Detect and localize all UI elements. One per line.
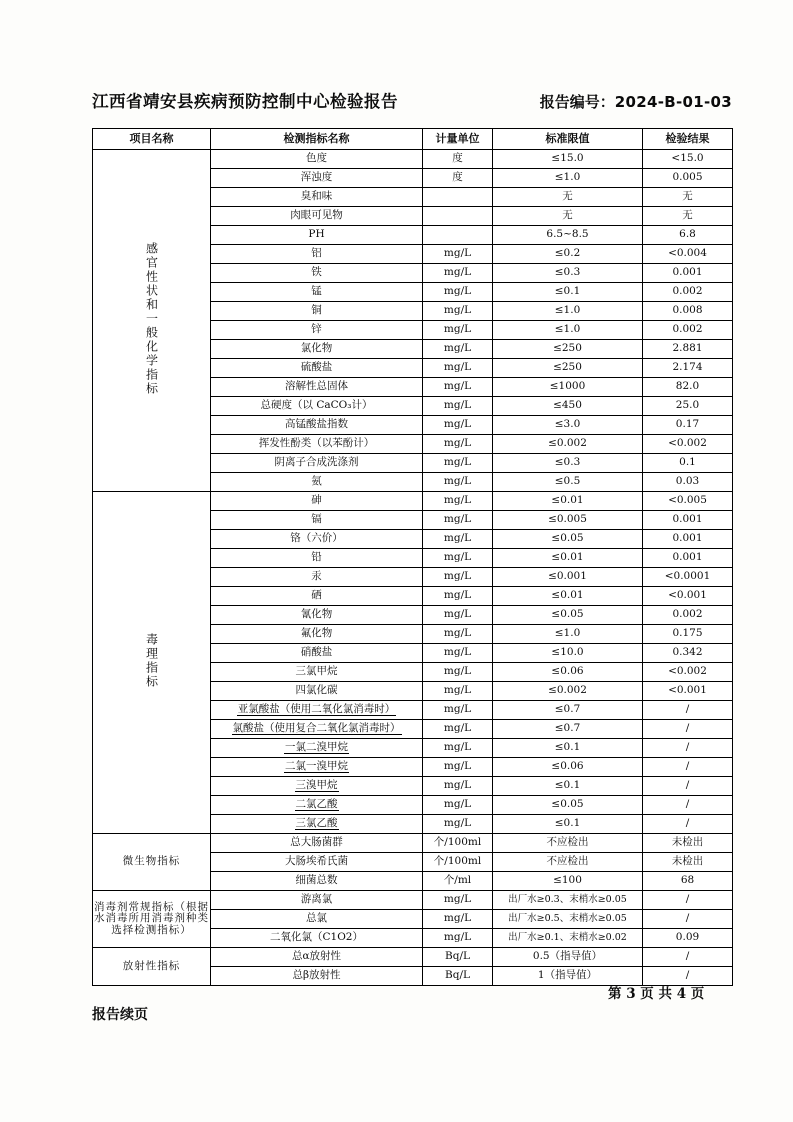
result-cell: 0.1	[643, 454, 733, 473]
unit-cell: mg/L	[423, 910, 493, 929]
col-project-name: 项目名称	[93, 129, 211, 150]
unit-cell	[423, 188, 493, 207]
unit-cell: mg/L	[423, 454, 493, 473]
result-cell: 0.001	[643, 549, 733, 568]
unit-cell: mg/L	[423, 777, 493, 796]
result-cell: /	[643, 967, 733, 986]
indicator-name-cell: 阴离子合成洗涤剂	[211, 454, 423, 473]
indicator-name-cell: 硫酸盐	[211, 359, 423, 378]
indicator-name-cell: PH	[211, 226, 423, 245]
limit-cell: ≤0.1	[493, 739, 643, 758]
table-row	[93, 492, 733, 511]
limit-cell: 1（指导值）	[493, 967, 643, 986]
indicator-name-cell: 二氧化氯（C1O2）	[211, 929, 423, 948]
table-row	[93, 891, 733, 910]
result-cell: <0.0001	[643, 568, 733, 587]
unit-cell: mg/L	[423, 530, 493, 549]
indicator-name-cell: 镉	[211, 511, 423, 530]
indicator-name-cell: 铬（六价）	[211, 530, 423, 549]
group-name-cell: 微生物指标	[93, 834, 211, 891]
unit-cell: mg/L	[423, 758, 493, 777]
limit-cell: ≤450	[493, 397, 643, 416]
limit-cell: 无	[493, 188, 643, 207]
indicator-name-cell: 总硬度（以 CaCO₃计）	[211, 397, 423, 416]
limit-cell: ≤0.05	[493, 530, 643, 549]
unit-cell: mg/L	[423, 264, 493, 283]
unit-cell: mg/L	[423, 359, 493, 378]
limit-cell: 无	[493, 207, 643, 226]
limit-cell: 出厂水≥0.3、末梢水≥0.05	[493, 891, 643, 910]
result-cell: /	[643, 777, 733, 796]
result-cell: 2.174	[643, 359, 733, 378]
indicator-name-cell: 砷	[211, 492, 423, 511]
results-table	[92, 128, 733, 986]
limit-cell: ≤0.001	[493, 568, 643, 587]
result-cell: 0.03	[643, 473, 733, 492]
indicator-name-cell: 三溴甲烷	[211, 777, 423, 796]
col-standard-limit: 标准限值	[493, 129, 643, 150]
result-cell: <0.001	[643, 587, 733, 606]
limit-cell: ≤0.002	[493, 435, 643, 454]
result-cell: 0.002	[643, 321, 733, 340]
result-cell: 0.001	[643, 511, 733, 530]
table-row	[93, 948, 733, 967]
limit-cell: ≤1.0	[493, 321, 643, 340]
result-cell: 6.8	[643, 226, 733, 245]
result-cell: 未检出	[643, 853, 733, 872]
indicator-name-cell: 细菌总数	[211, 872, 423, 891]
result-cell: 25.0	[643, 397, 733, 416]
table-header-row	[93, 129, 733, 150]
unit-cell: mg/L	[423, 663, 493, 682]
indicator-name-cell: 大肠埃希氏菌	[211, 853, 423, 872]
result-cell: 未检出	[643, 834, 733, 853]
indicator-name-cell: 氯酸盐（使用复合二氧化氯消毒时）	[211, 720, 423, 739]
result-cell: /	[643, 739, 733, 758]
indicator-name-cell: 浑浊度	[211, 169, 423, 188]
limit-cell: ≤250	[493, 340, 643, 359]
report-number	[540, 91, 732, 112]
indicator-name-cell: 二氯乙酸	[211, 796, 423, 815]
page-title: 江西省靖安县疾病预防控制中心检验报告	[92, 92, 398, 111]
unit-cell: 度	[423, 150, 493, 169]
indicator-name-cell: 氰化物	[211, 606, 423, 625]
limit-cell: ≤0.3	[493, 454, 643, 473]
limit-cell: 0.5（指导值）	[493, 948, 643, 967]
indicator-name-cell: 二氯一溴甲烷	[211, 758, 423, 777]
result-cell: <0.005	[643, 492, 733, 511]
result-cell: /	[643, 910, 733, 929]
limit-cell: ≤0.01	[493, 492, 643, 511]
indicator-name-cell: 亚氯酸盐（使用二氧化氯消毒时）	[211, 701, 423, 720]
indicator-name-cell: 高锰酸盐指数	[211, 416, 423, 435]
unit-cell: mg/L	[423, 739, 493, 758]
indicator-name-cell: 三氯乙酸	[211, 815, 423, 834]
limit-cell: ≤250	[493, 359, 643, 378]
limit-cell: ≤0.1	[493, 777, 643, 796]
indicator-name-cell: 硒	[211, 587, 423, 606]
unit-cell: mg/L	[423, 283, 493, 302]
limit-cell: ≤0.7	[493, 701, 643, 720]
continuation-label: 报告续页	[92, 1007, 148, 1023]
unit-cell: mg/L	[423, 549, 493, 568]
report-number-label: 报告编号：	[539, 93, 615, 111]
result-cell: 0.002	[643, 283, 733, 302]
indicator-name-cell: 挥发性酚类（以苯酚计）	[211, 435, 423, 454]
result-cell: 无	[643, 188, 733, 207]
indicator-name-cell: 三氯甲烷	[211, 663, 423, 682]
limit-cell: ≤0.05	[493, 606, 643, 625]
limit-cell: ≤0.01	[493, 587, 643, 606]
result-cell: /	[643, 891, 733, 910]
unit-cell: mg/L	[423, 378, 493, 397]
limit-cell: ≤3.0	[493, 416, 643, 435]
unit-cell: Bq/L	[423, 967, 493, 986]
unit-cell: mg/L	[423, 701, 493, 720]
indicator-name-cell: 总α放射性	[211, 948, 423, 967]
result-cell: 2.881	[643, 340, 733, 359]
limit-cell: ≤1.0	[493, 169, 643, 188]
result-cell: /	[643, 720, 733, 739]
indicator-name-cell: 总氯	[211, 910, 423, 929]
indicator-name-cell: 铝	[211, 245, 423, 264]
unit-cell: 个/ml	[423, 872, 493, 891]
table-row	[93, 150, 733, 169]
limit-cell: ≤0.5	[493, 473, 643, 492]
report-header	[92, 88, 732, 112]
limit-cell: ≤0.3	[493, 264, 643, 283]
limit-cell: ≤0.1	[493, 815, 643, 834]
group-name-cell: 放射性指标	[93, 948, 211, 986]
limit-cell: ≤10.0	[493, 644, 643, 663]
limit-cell: ≤0.06	[493, 663, 643, 682]
page-number: 第 3 页 共 4 页	[608, 986, 705, 1002]
unit-cell: 个/100ml	[423, 853, 493, 872]
indicator-name-cell: 汞	[211, 568, 423, 587]
limit-cell: ≤0.01	[493, 549, 643, 568]
limit-cell: ≤1.0	[493, 302, 643, 321]
table-body	[93, 150, 733, 986]
unit-cell: mg/L	[423, 644, 493, 663]
result-cell: /	[643, 796, 733, 815]
unit-cell: mg/L	[423, 302, 493, 321]
limit-cell: ≤0.005	[493, 511, 643, 530]
unit-cell: mg/L	[423, 416, 493, 435]
result-cell: 68	[643, 872, 733, 891]
limit-cell: ≤0.7	[493, 720, 643, 739]
unit-cell: mg/L	[423, 682, 493, 701]
unit-cell: mg/L	[423, 321, 493, 340]
report-number-value: 2024-B-01-03	[614, 93, 732, 111]
unit-cell: mg/L	[423, 625, 493, 644]
limit-cell: ≤1000	[493, 378, 643, 397]
result-cell: 0.001	[643, 264, 733, 283]
indicator-name-cell: 四氯化碳	[211, 682, 423, 701]
unit-cell	[423, 207, 493, 226]
group-name-cell: 消毒剂常规指标（根据水消毒所用消毒剂种类选择检测指标）	[93, 891, 211, 948]
indicator-name-cell: 臭和味	[211, 188, 423, 207]
limit-cell: 出厂水≥0.1、末梢水≥0.02	[493, 929, 643, 948]
unit-cell: mg/L	[423, 720, 493, 739]
indicator-name-cell: 硝酸盐	[211, 644, 423, 663]
indicator-name-cell: 总β放射性	[211, 967, 423, 986]
result-cell: <0.002	[643, 435, 733, 454]
table-row	[93, 834, 733, 853]
group-name-label: 感官性状和一般化学指标	[144, 241, 159, 396]
indicator-name-cell: 肉眼可见物	[211, 207, 423, 226]
unit-cell: mg/L	[423, 815, 493, 834]
limit-cell: ≤0.06	[493, 758, 643, 777]
indicator-name-cell: 铁	[211, 264, 423, 283]
limit-cell: 不应检出	[493, 853, 643, 872]
result-cell: /	[643, 701, 733, 720]
result-cell: 0.005	[643, 169, 733, 188]
group-name-label: 毒理指标	[144, 632, 159, 689]
unit-cell	[423, 226, 493, 245]
group-name-cell	[93, 150, 211, 492]
result-cell: /	[643, 948, 733, 967]
result-cell: 0.002	[643, 606, 733, 625]
indicator-name-cell: 一氯二溴甲烷	[211, 739, 423, 758]
indicator-name-cell: 氨	[211, 473, 423, 492]
unit-cell: mg/L	[423, 587, 493, 606]
indicator-name-cell: 铜	[211, 302, 423, 321]
result-cell: 无	[643, 207, 733, 226]
unit-cell: 度	[423, 169, 493, 188]
unit-cell: mg/L	[423, 340, 493, 359]
unit-cell: 个/100ml	[423, 834, 493, 853]
result-cell: /	[643, 815, 733, 834]
limit-cell: 不应检出	[493, 834, 643, 853]
unit-cell: mg/L	[423, 473, 493, 492]
indicator-name-cell: 游离氯	[211, 891, 423, 910]
unit-cell: mg/L	[423, 492, 493, 511]
unit-cell: mg/L	[423, 511, 493, 530]
result-cell: 0.17	[643, 416, 733, 435]
indicator-name-cell: 锰	[211, 283, 423, 302]
limit-cell: ≤0.002	[493, 682, 643, 701]
indicator-name-cell: 氟化物	[211, 625, 423, 644]
result-cell: 0.342	[643, 644, 733, 663]
result-cell: <0.001	[643, 682, 733, 701]
col-indicator-name: 检测指标名称	[211, 129, 423, 150]
result-cell: 0.09	[643, 929, 733, 948]
indicator-name-cell: 溶解性总固体	[211, 378, 423, 397]
unit-cell: mg/L	[423, 606, 493, 625]
limit-cell: ≤0.2	[493, 245, 643, 264]
indicator-name-cell: 铅	[211, 549, 423, 568]
indicator-name-cell: 氯化物	[211, 340, 423, 359]
result-cell: <0.002	[643, 663, 733, 682]
unit-cell: mg/L	[423, 435, 493, 454]
indicator-name-cell: 色度	[211, 150, 423, 169]
limit-cell: ≤100	[493, 872, 643, 891]
result-cell: <0.004	[643, 245, 733, 264]
unit-cell: Bq/L	[423, 948, 493, 967]
result-cell: <15.0	[643, 150, 733, 169]
unit-cell: mg/L	[423, 796, 493, 815]
indicator-name-cell: 总大肠菌群	[211, 834, 423, 853]
unit-cell: mg/L	[423, 891, 493, 910]
limit-cell: ≤0.05	[493, 796, 643, 815]
col-unit: 计量单位	[423, 129, 493, 150]
group-name-cell	[93, 492, 211, 834]
result-cell: /	[643, 758, 733, 777]
col-result: 检验结果	[643, 129, 733, 150]
limit-cell: ≤15.0	[493, 150, 643, 169]
unit-cell: mg/L	[423, 929, 493, 948]
limit-cell: ≤1.0	[493, 625, 643, 644]
result-cell: 82.0	[643, 378, 733, 397]
limit-cell: 6.5~8.5	[493, 226, 643, 245]
limit-cell: 出厂水≥0.5、末梢水≥0.05	[493, 910, 643, 929]
unit-cell: mg/L	[423, 397, 493, 416]
limit-cell: ≤0.1	[493, 283, 643, 302]
indicator-name-cell: 锌	[211, 321, 423, 340]
unit-cell: mg/L	[423, 245, 493, 264]
unit-cell: mg/L	[423, 568, 493, 587]
result-cell: 0.175	[643, 625, 733, 644]
result-cell: 0.001	[643, 530, 733, 549]
result-cell: 0.008	[643, 302, 733, 321]
